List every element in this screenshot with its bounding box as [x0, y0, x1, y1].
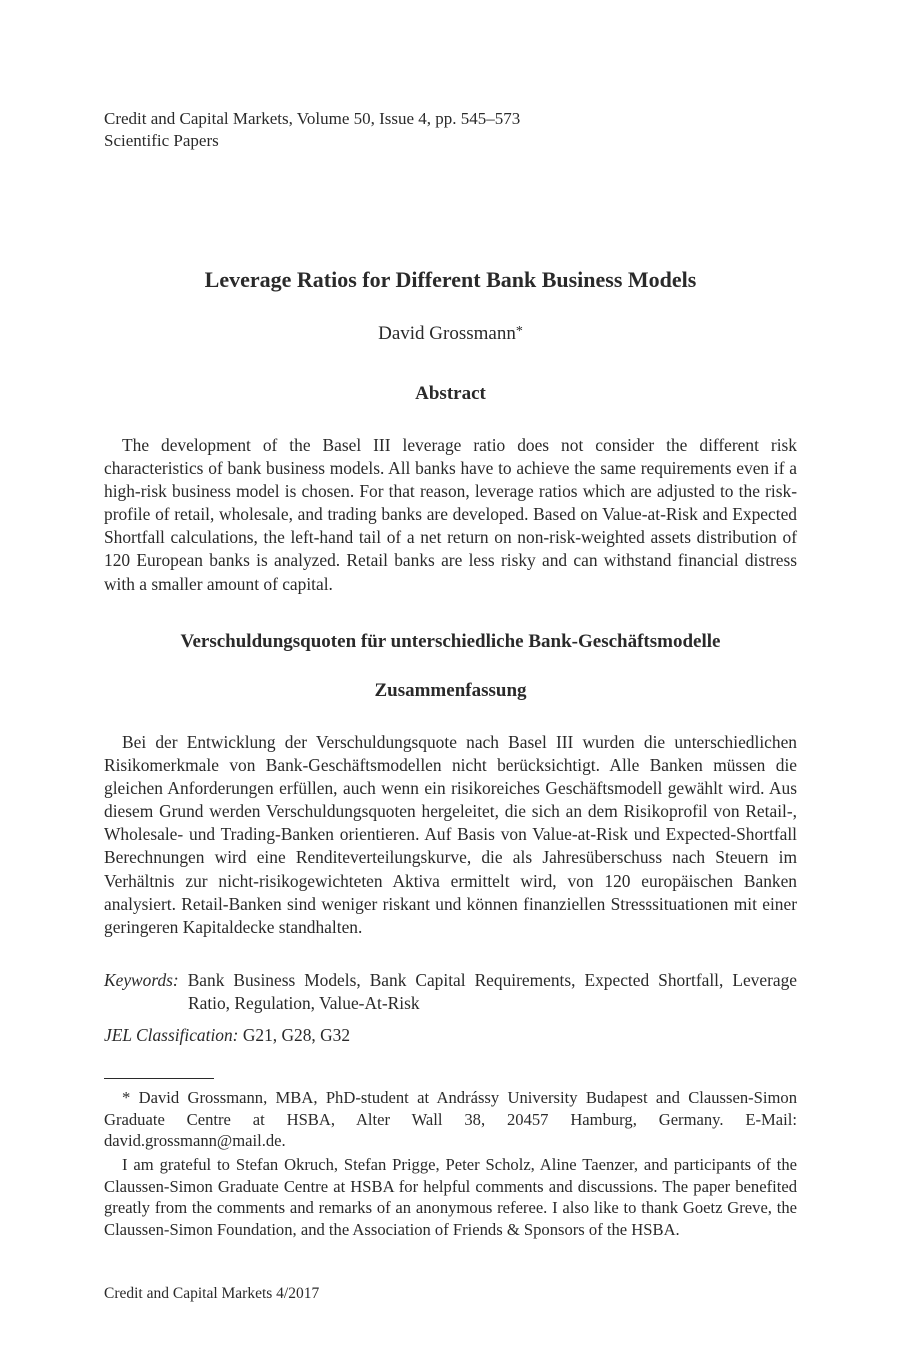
footnote-divider	[104, 1078, 214, 1079]
jel-codes: G21, G28, G32	[242, 1025, 351, 1045]
jel-label: JEL Classification:	[104, 1025, 239, 1045]
paper-page	[104, 0, 797, 1366]
author-line	[104, 320, 797, 346]
abstract-heading: Abstract	[415, 383, 486, 404]
keywords-label: Keywords:	[104, 970, 179, 990]
author-name: David Grossmann	[378, 323, 516, 344]
paper-title: Leverage Ratios for Different Bank Business Models	[204, 267, 697, 292]
journal-citation: Credit and Capital Markets, Volume 50, Issue 4, pp. 545–573	[104, 109, 521, 128]
page-footer: Credit and Capital Markets 4/2017	[104, 1285, 320, 1302]
abstract-text: The development of the Basel III leverage ratio does not consider the different risk characteristics of bank business models. All banks have to achieve the same requirements even if a high-risk business model is chosen. For that reason, leverage ratios which are adjusted to the risk-profile of retail, wholesale, and trading banks are developed. Based on Value-at-Risk and Expected Shortfall calculations, the left-hand tail of a net return on non-risk-weighted assets distribution of 120 European banks is analyzed. Retail banks are less risky and can withstand financial distress with a smaller amount of capital.	[104, 435, 797, 594]
author-footnote: * David Grossmann, MBA, PhD-student at Andrássy University Budapest and Claussen-Simon Graduate Centre at HSBA, Alter Wall 38, 20457 Hamburg, Germany. E-Mail: david.grossmann@mail.de.	[104, 1088, 797, 1151]
keywords	[104, 969, 797, 1015]
jel-classification	[104, 1024, 797, 1047]
german-title: Verschuldungsquoten für unterschiedliche Bank-Geschäftsmodelle	[180, 631, 721, 652]
keywords-text: Bank Business Models, Bank Capital Requirements, Expected Shortfall, Leverage Ratio, Regulation, Value-At-Risk	[187, 970, 798, 1013]
zusammenfassung-heading: Zusammenfassung	[374, 680, 527, 701]
zusammenfassung-text: Bei der Entwicklung der Verschuldungsquote nach Basel III wurden die unterschiedlichen Risikomerkmale von Bank-Geschäftsmodellen nicht berücksichtigt. Alle Banken müssen die gleichen Anforderungen erfüllen, auch wenn ein risikoreiches Geschäftsmodell gewählt wird. Aus diesem Grund werden Verschuldungsquoten hergeleitet, die sich an dem Risikoprofil von Retail-, Wholesale- und Trading-Banken orientieren. Auf Basis von Value-at-Risk und Expected-Shortfall Berechnungen wird eine Renditeverteilungskurve, die als Jahresüberschuss nach Steuern im Verhältnis zur nicht-risikogewichteten Aktiva ermittelt wird, von 120 europäischen Banken analysiert. Retail-Banken sind weniger riskant und können finanziellen Stresssituationen mit einer geringeren Kapitaldecke standhalten.	[104, 732, 797, 937]
acknowledgements-footnote: I am grateful to Stefan Okruch, Stefan Prigge, Peter Scholz, Aline Taenzer, and participants of the Claussen-Simon Graduate Centre at HSBA for helpful comments and discussions. The paper benefited greatly from the comments and remarks of an anonymous referee. I also like to thank Goetz Greve, the Claussen-Simon Foundation, and the Association of Friends & Sponsors of the HSBA.	[104, 1155, 797, 1239]
journal-header	[104, 108, 520, 152]
journal-section: Scientific Papers	[104, 131, 219, 150]
author-footnote-mark: *	[515, 324, 523, 339]
